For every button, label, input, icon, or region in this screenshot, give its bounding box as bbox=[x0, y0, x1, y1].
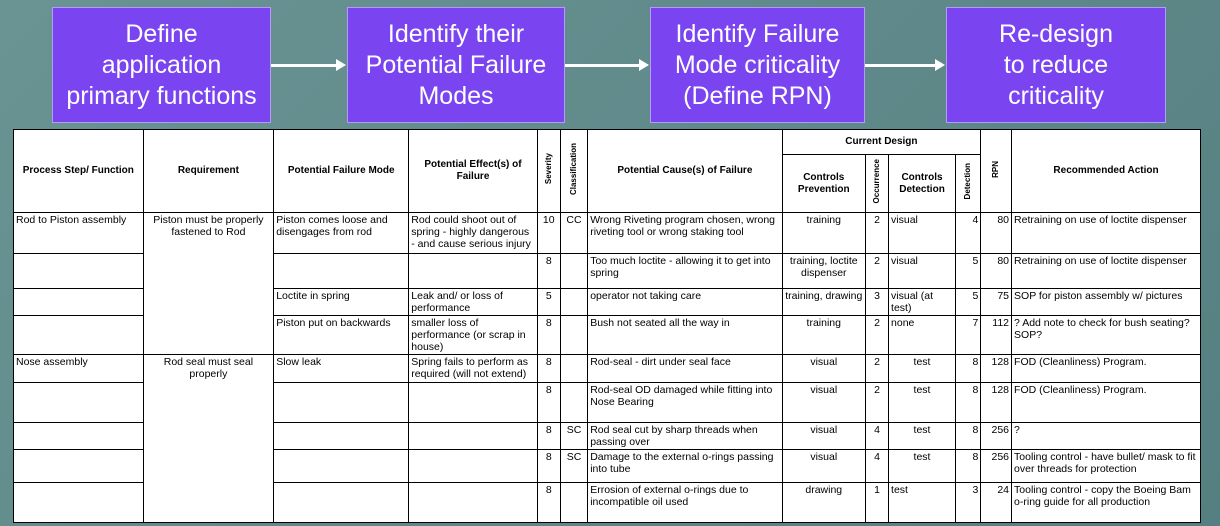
failure-mode-cell bbox=[274, 450, 409, 483]
header-occurrence bbox=[865, 155, 888, 213]
cause-cell: operator not taking care bbox=[588, 289, 782, 316]
severity-cell: 8 bbox=[537, 483, 560, 523]
process-cell bbox=[14, 289, 144, 316]
occurrence-cell: 2 bbox=[865, 316, 888, 355]
effect-cell: Leak and/ or loss of performance bbox=[409, 289, 537, 316]
classification-cell: SC bbox=[560, 423, 587, 450]
detection-control-cell: visual bbox=[889, 254, 956, 289]
severity-cell: 8 bbox=[537, 355, 560, 383]
severity-cell: 5 bbox=[537, 289, 560, 316]
process-cell bbox=[14, 450, 144, 483]
prevention-cell: visual bbox=[782, 383, 865, 423]
severity-cell: 8 bbox=[537, 316, 560, 355]
failure-mode-cell bbox=[274, 483, 409, 523]
action-cell: Retraining on use of loctite dispenser bbox=[1012, 213, 1201, 254]
occurrence-cell: 2 bbox=[865, 213, 888, 254]
prevention-cell: visual bbox=[782, 450, 865, 483]
effect-cell bbox=[409, 254, 537, 289]
prevention-cell: training, loctite dispenser bbox=[782, 254, 865, 289]
header-requirement: Requirement bbox=[143, 130, 274, 213]
detection-cell: 5 bbox=[956, 254, 981, 289]
header-controls-detection: Controls Detection bbox=[889, 155, 956, 213]
classification-cell: SC bbox=[560, 450, 587, 483]
rpn-cell: 256 bbox=[981, 450, 1012, 483]
occurrence-cell: 2 bbox=[865, 355, 888, 383]
classification-cell: CC bbox=[560, 213, 587, 254]
table-row bbox=[14, 213, 1201, 254]
failure-mode-cell: Slow leak bbox=[274, 355, 409, 383]
prevention-cell: visual bbox=[782, 423, 865, 450]
requirement-cell: Piston must be properly fastened to Rod bbox=[143, 213, 274, 355]
rpn-cell: 80 bbox=[981, 213, 1012, 254]
action-cell: ? Add note to check for bush seating? SOP? bbox=[1012, 316, 1201, 355]
action-cell: ? bbox=[1012, 423, 1201, 450]
detection-control-cell: test bbox=[889, 483, 956, 523]
detection-cell: 5 bbox=[956, 289, 981, 316]
classification-cell bbox=[560, 383, 587, 423]
classification-cell bbox=[560, 316, 587, 355]
occurrence-cell: 2 bbox=[865, 254, 888, 289]
classification-cell bbox=[560, 355, 587, 383]
header-process-step: Process Step/ Function bbox=[14, 130, 144, 213]
header-controls-prevention: Controls Prevention bbox=[782, 155, 865, 213]
header-causes: Potential Cause(s) of Failure bbox=[588, 130, 782, 213]
failure-mode-cell: Loctite in spring bbox=[274, 289, 409, 316]
occurrence-cell: 4 bbox=[865, 423, 888, 450]
rpn-cell: 128 bbox=[981, 355, 1012, 383]
header-effects: Potential Effect(s) of Failure bbox=[409, 130, 537, 213]
detection-cell: 3 bbox=[956, 483, 981, 523]
rpn-cell: 112 bbox=[981, 316, 1012, 355]
detection-cell: 4 bbox=[956, 213, 981, 254]
detection-cell: 8 bbox=[956, 450, 981, 483]
failure-mode-cell bbox=[274, 423, 409, 450]
detection-control-cell: test bbox=[889, 450, 956, 483]
process-cell: Rod to Piston assembly bbox=[14, 213, 144, 254]
severity-cell: 8 bbox=[537, 254, 560, 289]
rpn-cell: 128 bbox=[981, 383, 1012, 423]
effect-cell bbox=[409, 483, 537, 523]
severity-cell: 8 bbox=[537, 450, 560, 483]
header-classification bbox=[560, 130, 587, 213]
process-cell bbox=[14, 316, 144, 355]
prevention-cell: training, drawing bbox=[782, 289, 865, 316]
occurrence-cell: 3 bbox=[865, 289, 888, 316]
header-detection-label: Detection bbox=[963, 163, 973, 200]
rpn-cell: 80 bbox=[981, 254, 1012, 289]
action-cell: SOP for piston assembly w/ pictures bbox=[1012, 289, 1201, 316]
step-redesign: Re-design to reduce criticality bbox=[946, 7, 1166, 123]
severity-cell: 8 bbox=[537, 383, 560, 423]
cause-cell: Rod-seal OD damaged while fitting into Nose Bearing bbox=[588, 383, 782, 423]
detection-cell: 8 bbox=[956, 423, 981, 450]
action-cell: FOD (Cleanliness) Program. bbox=[1012, 383, 1201, 423]
header-recommended-action: Recommended Action bbox=[1012, 130, 1201, 213]
failure-mode-cell: Piston put on backwards bbox=[274, 316, 409, 355]
arrow-right-icon bbox=[271, 64, 337, 67]
header-current-design: Current Design bbox=[782, 130, 981, 155]
detection-cell: 8 bbox=[956, 383, 981, 423]
process-cell bbox=[14, 254, 144, 289]
action-cell: Tooling control - copy the Boeing Bam o-ring guide for all production bbox=[1012, 483, 1201, 523]
prevention-cell: drawing bbox=[782, 483, 865, 523]
severity-cell: 10 bbox=[537, 213, 560, 254]
detection-cell: 7 bbox=[956, 316, 981, 355]
cause-cell: Wrong Riveting program chosen, wrong riveting tool or wrong staking tool bbox=[588, 213, 782, 254]
detection-control-cell: none bbox=[889, 316, 956, 355]
classification-cell bbox=[560, 254, 587, 289]
fmea-table bbox=[13, 129, 1201, 523]
occurrence-cell: 2 bbox=[865, 383, 888, 423]
rpn-cell: 24 bbox=[981, 483, 1012, 523]
rpn-cell: 256 bbox=[981, 423, 1012, 450]
detection-control-cell: visual (at test) bbox=[889, 289, 956, 316]
classification-cell bbox=[560, 483, 587, 523]
header-rpn bbox=[981, 130, 1012, 213]
failure-mode-cell bbox=[274, 383, 409, 423]
detection-control-cell: test bbox=[889, 423, 956, 450]
process-cell: Nose assembly bbox=[14, 355, 144, 383]
process-cell bbox=[14, 383, 144, 423]
header-detection bbox=[956, 155, 981, 213]
classification-cell bbox=[560, 289, 587, 316]
detection-cell: 8 bbox=[956, 355, 981, 383]
prevention-cell: training bbox=[782, 213, 865, 254]
requirement-cell: Rod seal must seal properly bbox=[143, 355, 274, 523]
cause-cell: Bush not seated all the way in bbox=[588, 316, 782, 355]
cause-cell: Rod seal cut by sharp threads when passing over bbox=[588, 423, 782, 450]
action-cell: Retraining on use of loctite dispenser bbox=[1012, 254, 1201, 289]
effect-cell bbox=[409, 383, 537, 423]
detection-control-cell: test bbox=[889, 355, 956, 383]
step-identify-failure-modes: Identify their Potential Failure Modes bbox=[347, 7, 565, 123]
process-cell bbox=[14, 483, 144, 523]
occurrence-cell: 1 bbox=[865, 483, 888, 523]
arrow-right-icon bbox=[865, 64, 936, 67]
arrow-right-icon bbox=[565, 64, 640, 67]
effect-cell: Spring fails to perform as required (will not extend) bbox=[409, 355, 537, 383]
header-occurrence-label: Occurrence bbox=[872, 159, 881, 204]
cause-cell: Errosion of external o-rings due to incompatible oil used bbox=[588, 483, 782, 523]
step-define-functions: Define application primary functions bbox=[52, 7, 271, 123]
detection-control-cell: visual bbox=[889, 213, 956, 254]
effect-cell: Rod could shoot out of spring - highly dangerous - and cause serious injury bbox=[409, 213, 537, 254]
cause-cell: Too much loctite - allowing it to get into spring bbox=[588, 254, 782, 289]
failure-mode-cell bbox=[274, 254, 409, 289]
cause-cell: Rod-seal - dirt under seal face bbox=[588, 355, 782, 383]
header-rpn-label: RPN bbox=[991, 160, 1001, 178]
step-identify-criticality: Identify Failure Mode criticality (Define RPN) bbox=[650, 7, 865, 123]
process-cell bbox=[14, 423, 144, 450]
detection-control-cell: test bbox=[889, 383, 956, 423]
prevention-cell: training bbox=[782, 316, 865, 355]
action-cell: FOD (Cleanliness) Program. bbox=[1012, 355, 1201, 383]
occurrence-cell: 4 bbox=[865, 450, 888, 483]
header-severity-label: Severity bbox=[543, 153, 553, 185]
severity-cell: 8 bbox=[537, 423, 560, 450]
failure-mode-cell: Piston comes loose and disengages from rod bbox=[274, 213, 409, 254]
effect-cell bbox=[409, 450, 537, 483]
effect-cell bbox=[409, 423, 537, 450]
prevention-cell: visual bbox=[782, 355, 865, 383]
table-row bbox=[14, 355, 1201, 383]
effect-cell: smaller loss of performance (or scrap in house) bbox=[409, 316, 537, 355]
header-failure-mode: Potential Failure Mode bbox=[274, 130, 409, 213]
header-severity bbox=[537, 130, 560, 213]
action-cell: Tooling control - have bullet/ mask to fit over threads for protection bbox=[1012, 450, 1201, 483]
cause-cell: Damage to the external o-rings passing into tube bbox=[588, 450, 782, 483]
rpn-cell: 75 bbox=[981, 289, 1012, 316]
header-classification-label: Classification bbox=[568, 142, 578, 195]
